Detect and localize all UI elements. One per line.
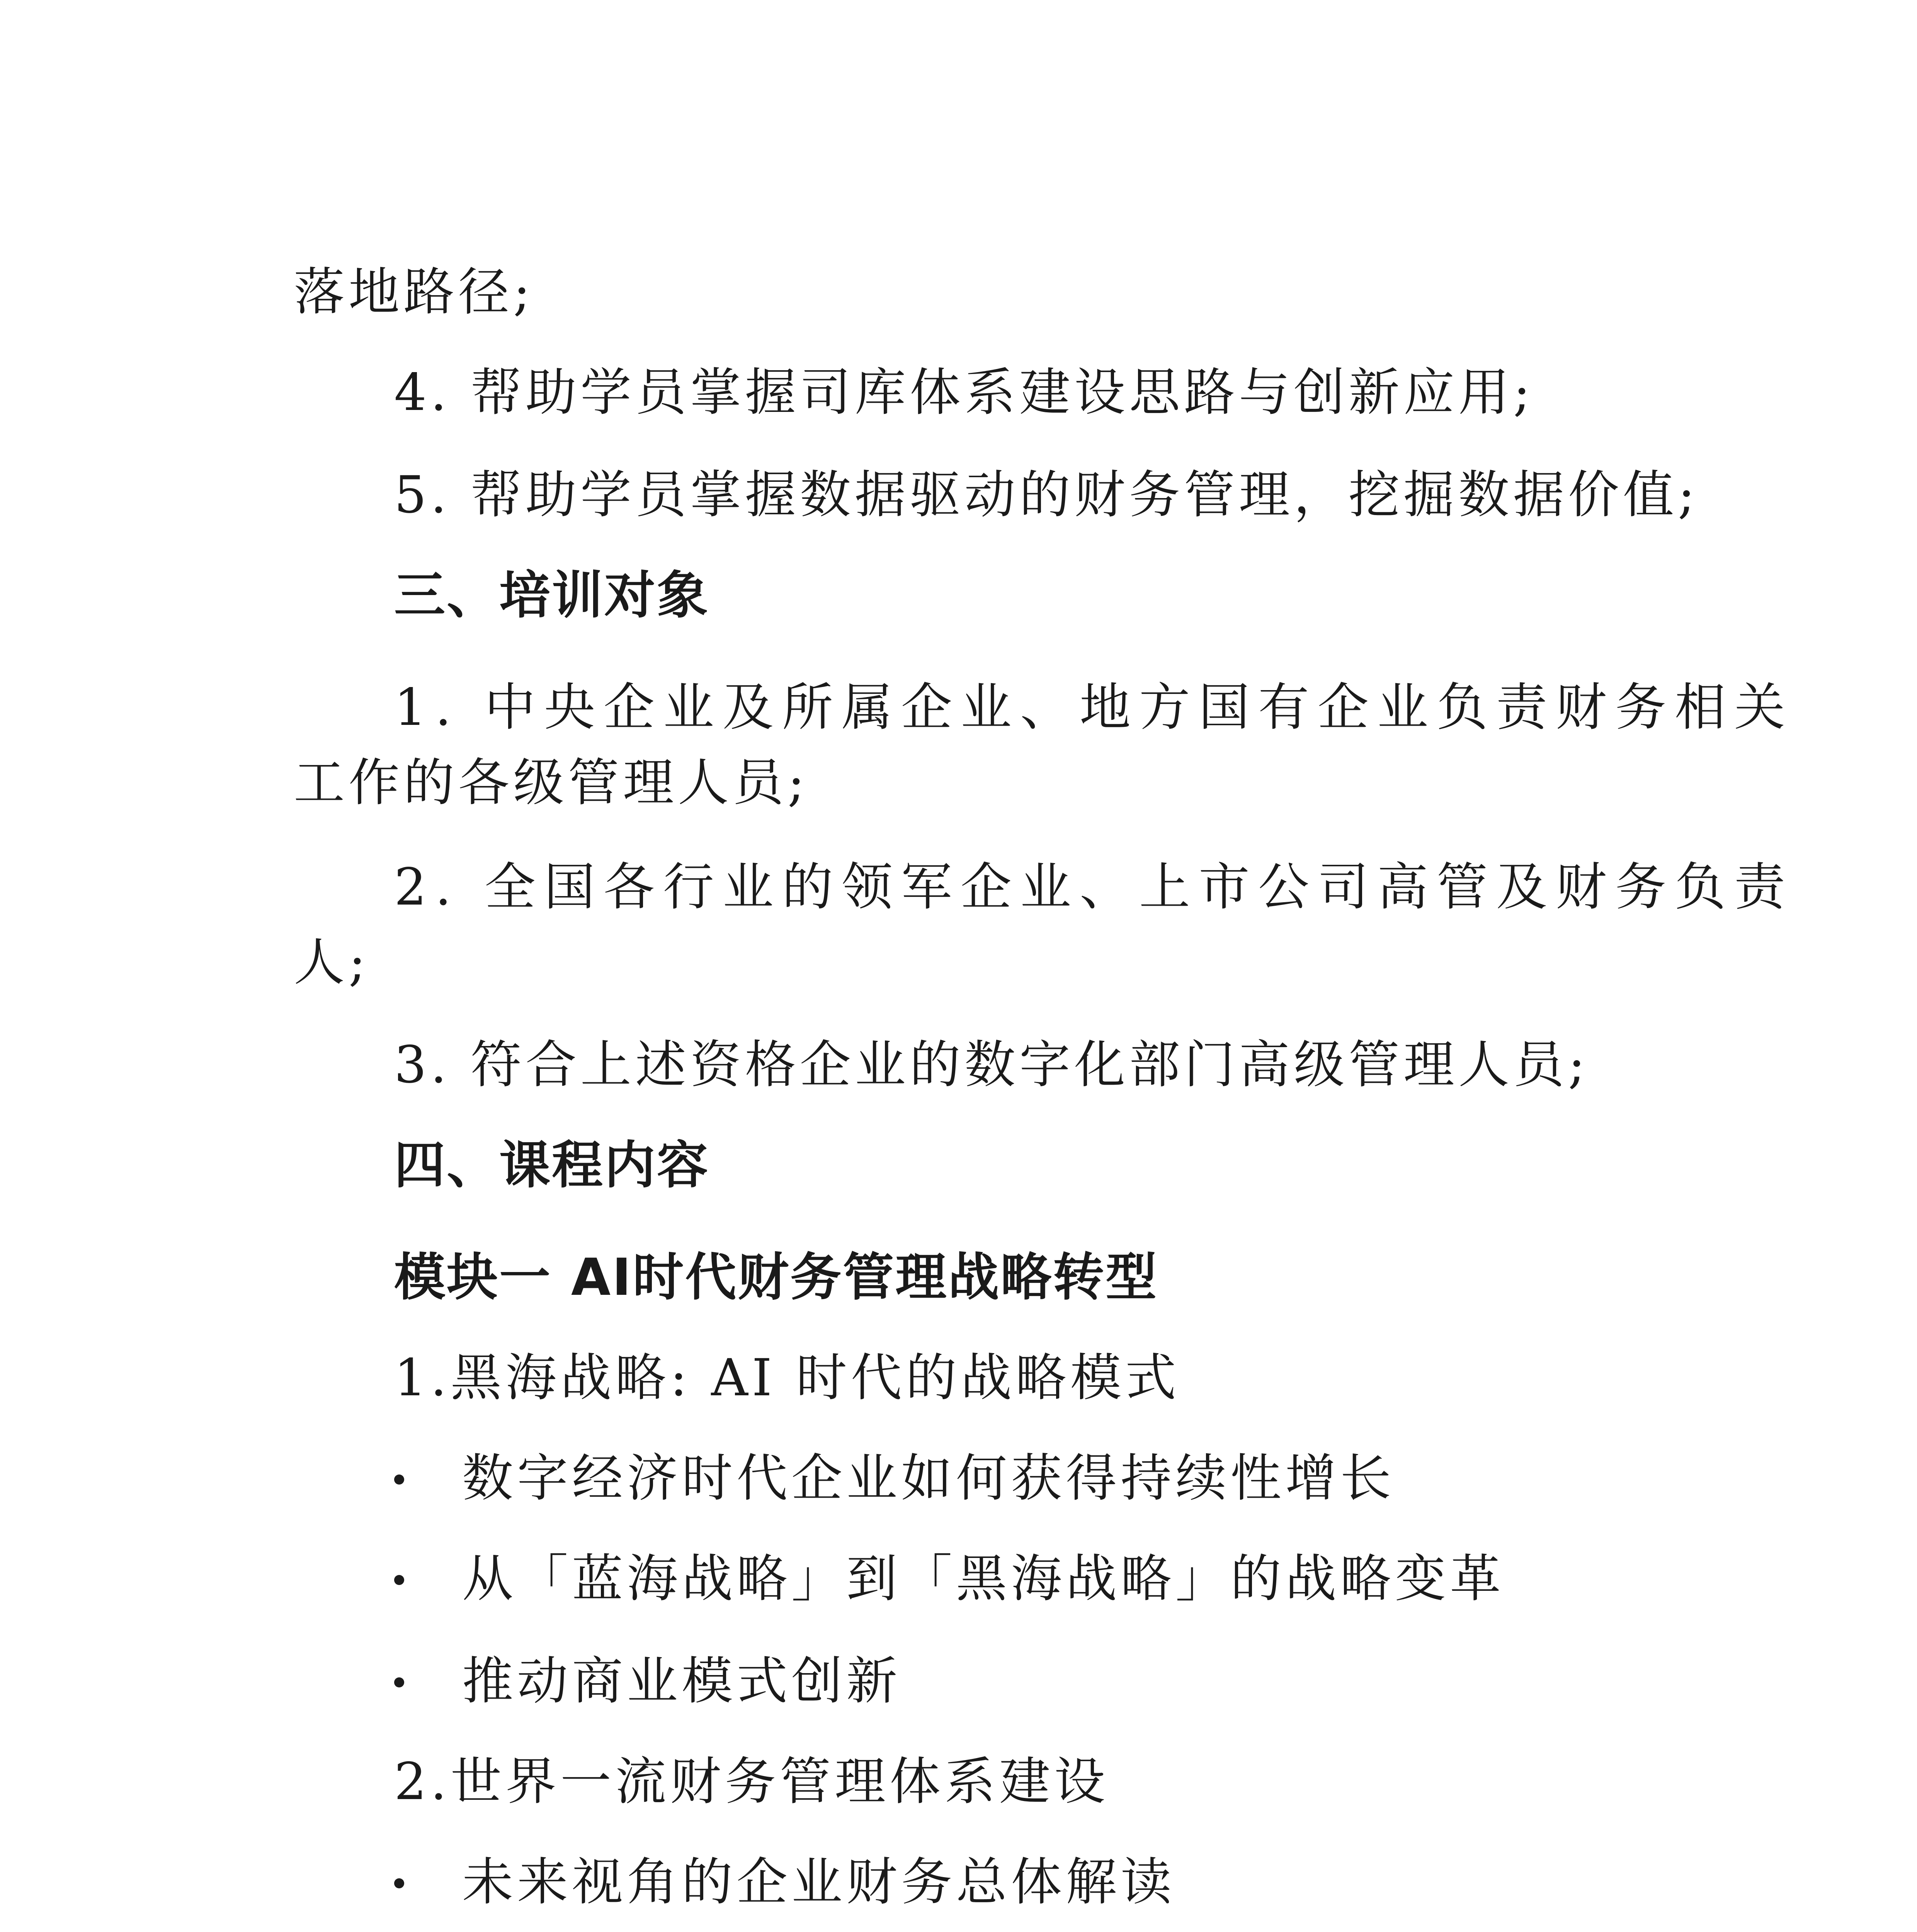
bullet-icon <box>394 1575 404 1585</box>
bullet-icon <box>394 1677 404 1687</box>
list-item <box>394 1651 1631 1711</box>
section-heading-course: 四、课程内容 <box>394 1136 709 1195</box>
list-item-text: 从「蓝海战略」到「黑海战略」的战略变革 <box>462 1549 1505 1609</box>
bullet-icon <box>394 1878 404 1888</box>
list-item <box>394 1852 1631 1912</box>
module-heading: 模块一 AI时代财务管理战略转型 <box>394 1248 1158 1307</box>
topic-2-title: 2.世界一流财务管理体系建设 <box>394 1752 1109 1811</box>
audience-item-1: 1. 中央企业及所属企业、地方国有企业负责财务相关 <box>394 678 1794 737</box>
audience-item-2-continuation: 人; <box>294 933 370 992</box>
paragraph-continuation: 落地路径; <box>294 262 534 322</box>
list-item-text: 推动商业模式创新 <box>462 1651 901 1711</box>
list-item <box>394 1449 1631 1508</box>
list-item-text: 数字经济时代企业如何获得持续性增长 <box>462 1449 1395 1508</box>
list-item-text: 未来视角的企业财务总体解读 <box>462 1852 1175 1912</box>
list-item <box>394 1549 1631 1609</box>
section-heading-audience: 三、培训对象 <box>394 566 709 625</box>
audience-item-1-continuation: 工作的各级管理人员; <box>294 753 809 813</box>
audience-item-2: 2. 全国各行业的领军企业、上市公司高管及财务负责 <box>394 857 1794 917</box>
bullet-icon <box>394 1475 404 1485</box>
goal-item-4: 4. 帮助学员掌握司库体系建设思路与创新应用; <box>394 363 1534 422</box>
topic-1-title: 1.黑海战略: AI 时代的战略模式 <box>394 1348 1180 1408</box>
audience-item-3: 3. 符合上述资格企业的数字化部门高级管理人员; <box>394 1035 1589 1095</box>
goal-item-5: 5. 帮助学员掌握数据驱动的财务管理，挖掘数据价值; <box>394 465 1699 525</box>
